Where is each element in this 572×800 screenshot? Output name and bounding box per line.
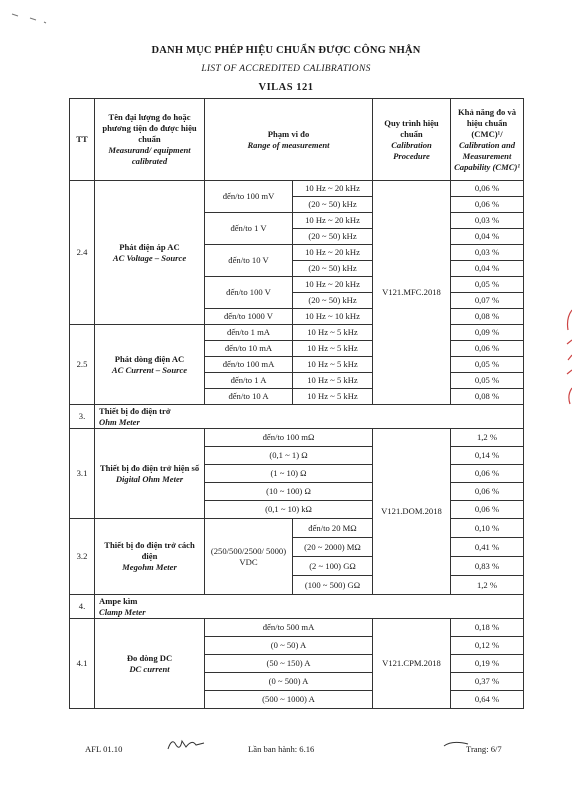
freq-cell: 10 Hz ~ 20 kHz: [293, 277, 373, 293]
cmc-cell: 0,05 %: [451, 277, 524, 293]
scan-speck: [10, 10, 50, 24]
measurand-vi: Phát điện áp AC: [119, 241, 180, 252]
col-range: [205, 99, 373, 181]
range-cell: (0,1 ~ 10) kΩ: [205, 501, 373, 519]
col-procedure: [373, 99, 451, 181]
range-cell: đến/to 20 MΩ: [293, 519, 373, 538]
measurand-vi: Thiết bị đo điện trở cách điện: [104, 540, 195, 561]
col-procedure-vi: Quy trình hiệu chuẩn: [384, 117, 439, 139]
cmc-cell: 0,05 %: [451, 357, 524, 373]
cmc-cell: 0,64 %: [451, 691, 524, 709]
cmc-cell: 0,12 %: [451, 637, 524, 655]
footer-issue: Lần ban hành: 6.16: [248, 744, 315, 754]
cmc-cell: 0,06 %: [451, 197, 524, 213]
section-name-vi: Ampe kìm: [99, 595, 138, 606]
freq-cell: 10 Hz ~ 20 kHz: [293, 245, 373, 261]
range-cell: đến/to 100 mA: [205, 357, 293, 373]
section-name-en: Ohm Meter: [99, 416, 140, 427]
footer-page: Trang: 6/7: [466, 744, 502, 754]
row-tt: 4.1: [70, 619, 95, 709]
freq-cell: 10 Hz ~ 10 kHz: [293, 309, 373, 325]
section-name-en: Clamp Meter: [99, 606, 146, 617]
freq-cell: (20 ~ 50) kHz: [293, 261, 373, 277]
measurand-cell: [95, 181, 205, 325]
cmc-cell: 0,08 %: [451, 389, 524, 405]
col-cmc: [451, 99, 524, 181]
range-cell: đến/to 500 mA: [205, 619, 373, 637]
range-cell: (1 ~ 10) Ω: [205, 465, 373, 483]
cmc-cell: 0,06 %: [451, 465, 524, 483]
col-tt: TT: [70, 99, 95, 181]
range-cell: (0 ~ 500) A: [205, 673, 373, 691]
range-cell: đến/to 1 A: [205, 373, 293, 389]
measurand-vi: Phát dòng điện AC: [114, 353, 185, 364]
section-name-vi: Thiết bị đo điện trở: [99, 405, 171, 416]
cmc-cell: 0,37 %: [451, 673, 524, 691]
cmc-cell: 1,2 %: [451, 576, 524, 595]
row-tt: 4.: [70, 595, 95, 619]
range-cell: đến/to 1 mA: [205, 325, 293, 341]
range-cell: (20 ~ 2000) MΩ: [293, 538, 373, 557]
signature-mark: [166, 735, 206, 753]
range-cell: đến/to 10 A: [205, 389, 293, 405]
range-cell: (0,1 ~ 1) Ω: [205, 447, 373, 465]
range-cell: đến/to 1 V: [205, 213, 293, 245]
range-cell: đến/to 1000 V: [205, 309, 293, 325]
freq-cell: 10 Hz ~ 5 kHz: [293, 389, 373, 405]
range-cell: đến/to 100 mV: [205, 181, 293, 213]
range-cell: (100 ~ 500) GΩ: [293, 576, 373, 595]
range-cell: đến/to 10 V: [205, 245, 293, 277]
measurand-en: Digital Ohm Meter: [115, 473, 184, 484]
section-name: [95, 405, 524, 429]
measurand-en: AC Current – Source: [111, 364, 188, 375]
cmc-cell: 0,10 %: [451, 519, 524, 538]
freq-cell: 10 Hz ~ 5 kHz: [293, 325, 373, 341]
freq-cell: 10 Hz ~ 5 kHz: [293, 341, 373, 357]
range-cell: (50 ~ 150) A: [205, 655, 373, 673]
col-measurand-vi: Tên đại lượng đo hoặc phương tiện đo được hiệu chuẩn: [102, 112, 197, 144]
voltage-cell: (250/500/2500/ 5000) VDC: [205, 519, 293, 595]
cmc-cell: 0,07 %: [451, 293, 524, 309]
table-row: [70, 619, 524, 637]
cmc-cell: 0,03 %: [451, 245, 524, 261]
row-tt: 3.: [70, 405, 95, 429]
cmc-cell: 0,05 %: [451, 373, 524, 389]
table-row: [70, 519, 524, 538]
document-subtitle: LIST OF ACCREDITED CALIBRATIONS: [201, 64, 371, 74]
measurand-cell: [95, 429, 205, 519]
col-cmc-vi: Khả năng đo và hiệu chuẩn (CMC)¹/: [457, 106, 517, 139]
cmc-cell: 0,19 %: [451, 655, 524, 673]
stamp-fragment: [564, 300, 572, 410]
row-tt: 2.5: [70, 325, 95, 405]
measurand-en: Megohm Meter: [122, 562, 177, 572]
measurand-en: AC Voltage – Source: [112, 252, 187, 263]
col-measurand: [95, 99, 205, 181]
calibration-table: [69, 98, 524, 709]
cmc-cell: 0,04 %: [451, 261, 524, 277]
range-cell: (500 ~ 1000) A: [205, 691, 373, 709]
freq-cell: 10 Hz ~ 20 kHz: [293, 181, 373, 197]
header-row: [70, 99, 524, 181]
col-measurand-en: Measurand/ equipment calibrated: [108, 145, 191, 166]
col-cmc-en: Calibration and Measurement Capability (CMC)¹: [454, 139, 520, 172]
procedure-cell: V121.DOM.2018: [373, 429, 451, 595]
freq-cell: (20 ~ 50) kHz: [293, 229, 373, 245]
measurand-vi: Thiết bị đo điện trở hiện số: [99, 462, 200, 473]
cmc-cell: 0,09 %: [451, 325, 524, 341]
row-tt: 3.1: [70, 429, 95, 519]
procedure-cell: V121.CPM.2018: [373, 619, 451, 709]
range-cell: (10 ~ 100) Ω: [205, 483, 373, 501]
cmc-cell: 0,41 %: [451, 538, 524, 557]
footer-form-code: AFL 01.10: [85, 744, 123, 754]
range-cell: (2 ~ 100) GΩ: [293, 557, 373, 576]
freq-cell: (20 ~ 50) kHz: [293, 197, 373, 213]
row-tt: 3.2: [70, 519, 95, 595]
measurand-en: DC current: [129, 663, 170, 674]
section-name: [95, 595, 524, 619]
range-cell: đến/to 100 V: [205, 277, 293, 309]
col-range-vi: Phạm vi đo: [267, 128, 310, 139]
cmc-cell: 0,83 %: [451, 557, 524, 576]
cmc-cell: 0,08 %: [451, 309, 524, 325]
freq-cell: (20 ~ 50) kHz: [293, 293, 373, 309]
measurand-vi: Đo dòng DC: [126, 652, 173, 663]
cmc-cell: 0,06 %: [451, 483, 524, 501]
cmc-cell: 0,06 %: [451, 501, 524, 519]
cmc-cell: 0,18 %: [451, 619, 524, 637]
measurand-cell: [95, 325, 205, 405]
cmc-cell: 0,06 %: [451, 341, 524, 357]
table-row: [70, 429, 524, 447]
col-range-en: Range of measurement: [247, 139, 330, 150]
measurand-cell: [95, 619, 205, 709]
freq-cell: 10 Hz ~ 5 kHz: [293, 373, 373, 389]
measurand-cell: [95, 519, 205, 595]
table-row: [70, 325, 524, 341]
freq-cell: 10 Hz ~ 20 kHz: [293, 213, 373, 229]
col-procedure-en: Calibration Procedure: [391, 139, 432, 161]
table-row: [70, 181, 524, 197]
range-cell: đến/to 10 mA: [205, 341, 293, 357]
section-row: [70, 405, 524, 429]
vilas-code: VILAS 121: [258, 82, 314, 93]
cmc-cell: 0,06 %: [451, 181, 524, 197]
cmc-cell: 0,03 %: [451, 213, 524, 229]
section-row: [70, 595, 524, 619]
range-cell: (0 ~ 50) A: [205, 637, 373, 655]
row-tt: 2.4: [70, 181, 95, 325]
range-cell: đến/to 100 mΩ: [205, 429, 373, 447]
freq-cell: 10 Hz ~ 5 kHz: [293, 357, 373, 373]
cmc-cell: 1,2 %: [451, 429, 524, 447]
procedure-cell: V121.MFC.2018: [373, 181, 451, 405]
cmc-cell: 0,04 %: [451, 229, 524, 245]
cmc-cell: 0,14 %: [451, 447, 524, 465]
document-title: DANH MỤC PHÉP HIỆU CHUẨN ĐƯỢC CÔNG NHẬN: [151, 45, 421, 56]
